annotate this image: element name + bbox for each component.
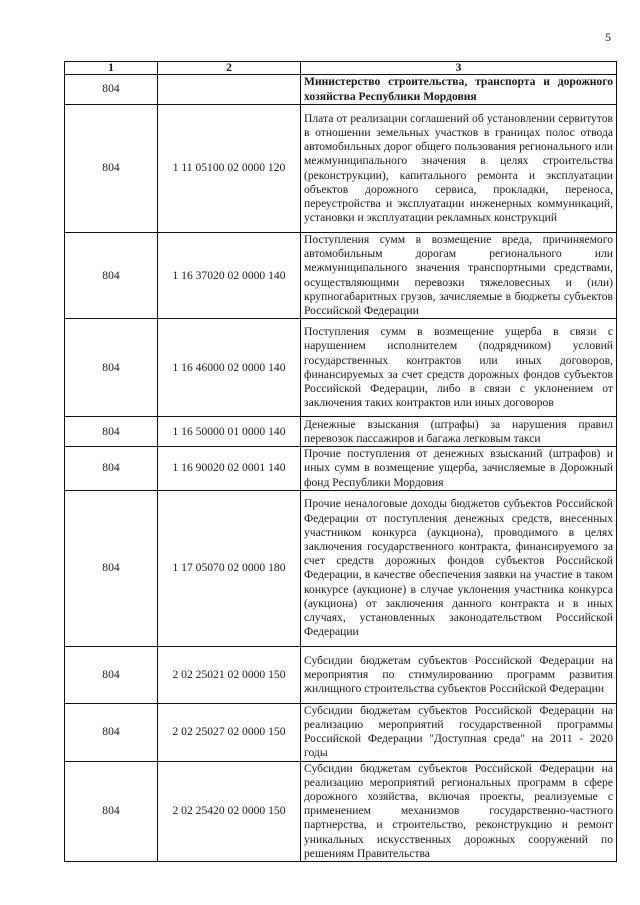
description-cell: Прочие поступления от денежных взысканий (штрафов) и иных сумм в возмещение ущерба, зачисляемые в Дорожный фонд Республики Мордовия [301, 447, 617, 491]
description-cell: Поступления сумм в возмещение вреда, причиняемого автомобильным дорогам регионального или межмуниципального значения транспортными средствами, осуществляющими перевозки тяжеловесных и (или) крупногабаритных грузов, зачисляемые в бюджеты субъектов Российской Федерации [301, 233, 617, 319]
kbk-code-cell: 1 16 37020 02 0000 140 [158, 233, 301, 319]
table-row [65, 761, 617, 861]
description-cell: Субсидии бюджетам субъектов Российской Федерации на реализацию мероприятий государственной программы Российской Федерации "Доступная среда" на 2011 - 2020 годы [301, 703, 617, 761]
admin-code-cell: 804 [65, 490, 158, 646]
page-number: 5 [605, 30, 611, 44]
description-cell: Денежные взыскания (штрафы) за нарушения правил перевозок пассажиров и багажа легковым такси [301, 417, 617, 447]
admin-code-cell: 804 [65, 646, 158, 703]
description-cell: Субсидии бюджетам субъектов Российской Федерации на реализацию мероприятий региональных программ в сфере дорожного хозяйства, включая проекты, реализуемые с применением механизмов государственно-частного партнерства, и строительство, реконструкцию и ремонт уникальных искусственных дорожных сооружений по решениям Правительства [301, 761, 617, 861]
description-cell: Поступления сумм в возмещение ущерба в связи с нарушением исполнителем (подрядчиком) условий государственных контрактов или иных договоров, финансируемых за счет средств дорожных фондов субъектов Российской Федерации, либо в связи с уклонением от заключения таких контрактов или иных договоров [301, 319, 617, 417]
admin-code-cell: 804 [65, 761, 158, 861]
kbk-code-cell: 1 11 05100 02 0000 120 [158, 105, 301, 233]
column-header-3: 3 [301, 62, 617, 75]
description-cell: Субсидии бюджетам субъектов Российской Федерации на мероприятия по стимулированию программ развития жилищного строительства субъектов Российской Федерации [301, 646, 617, 703]
table-row [65, 490, 617, 646]
table-row [65, 703, 617, 761]
admin-code-cell: 804 [65, 105, 158, 233]
table-header-row [65, 62, 617, 75]
table-row [65, 646, 617, 703]
description-cell: Прочие неналоговые доходы бюджетов субъектов Российской Федерации от поступления денежных средств, внесенных участником конкурса (аукциона), проводимого в целях заключения государственного контракта, финансируемого за счет средств дорожных фондов субъектов Российской Федерации, в качестве обеспечения заявки на участие в таком конкурсе (аукционе) в случае уклонения участника конкурса (аукциона) от заключения данного контракта и в иных случаях, установленных законодательством Российской Федерации [301, 490, 617, 646]
description-cell: Плата от реализации соглашений об установлении сервитутов в отношении земельных участков в границах полос отвода автомобильных дорог общего пользования регионального или межмуниципального значения в целях строительства (реконструкции), капитального ремонта и эксплуатации объектов дорожного сервиса, прокладки, переноса, переустройства и эксплуатации инженерных коммуникаций, установки и эксплуатации рекламных конструкций [301, 105, 617, 233]
table-row [65, 447, 617, 491]
kbk-code-cell: 2 02 25420 02 0000 150 [158, 761, 301, 861]
table-row [65, 75, 617, 105]
admin-code-cell: 804 [65, 233, 158, 319]
kbk-code-cell: 1 16 50000 01 0000 140 [158, 417, 301, 447]
table-row [65, 233, 617, 319]
kbk-code-cell: 1 16 46000 02 0000 140 [158, 319, 301, 417]
kbk-code-cell: 1 17 05070 02 0000 180 [158, 490, 301, 646]
column-header-2: 2 [158, 62, 301, 75]
table-row [65, 319, 617, 417]
description-cell: Министерство строительства, транспорта и дорожного хозяйства Республики Мордовия [301, 75, 617, 105]
kbk-code-cell [158, 75, 301, 105]
table-row [65, 105, 617, 233]
admin-code-cell: 804 [65, 75, 158, 105]
admin-code-cell: 804 [65, 703, 158, 761]
table-row [65, 417, 617, 447]
kbk-code-cell: 2 02 25027 02 0000 150 [158, 703, 301, 761]
admin-code-cell: 804 [65, 447, 158, 491]
kbk-code-cell: 1 16 90020 02 0001 140 [158, 447, 301, 491]
column-header-1: 1 [65, 62, 158, 75]
revenue-codes-table [64, 61, 617, 862]
kbk-code-cell: 2 02 25021 02 0000 150 [158, 646, 301, 703]
admin-code-cell: 804 [65, 319, 158, 417]
admin-code-cell: 804 [65, 417, 158, 447]
